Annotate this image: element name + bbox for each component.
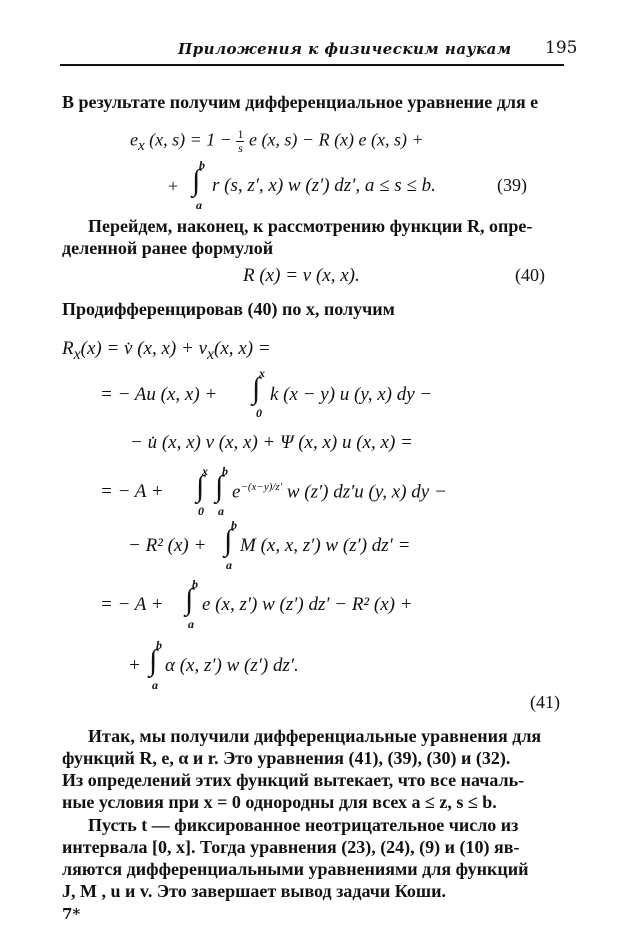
eq41-l4-lower-1: 0 — [198, 504, 204, 518]
eq41-l7-upper: b — [156, 638, 162, 652]
signature-mark: 7* — [62, 905, 81, 923]
eq41-line-5-body: M (x, x, z′) w (z′) dz′ = — [240, 535, 411, 556]
eq39-plus: + — [168, 176, 179, 196]
eq41-line-7-pre: + — [128, 655, 141, 676]
eq41-l4-upper-1: x — [202, 464, 208, 478]
eq41-line-2-pre: = − Au (x, x) + — [100, 384, 218, 405]
intro-text: В результате получим дифференциальное уравнение для e — [62, 92, 539, 112]
running-title: Приложения к физическим наукам — [178, 40, 512, 58]
eq41-line-2-body: k (x − y) u (y, x) dy − — [270, 384, 433, 405]
eq41-line-4-pre: = − A + — [100, 481, 164, 502]
eq41-l4-exponent: −(x−y)/z′ — [240, 481, 283, 493]
eq41-l1-sub: x — [73, 345, 81, 363]
integral-sign: ∫ — [252, 372, 261, 405]
eq41-l1-R: R — [62, 338, 74, 359]
eq41-l4-upper-2: b — [222, 464, 228, 478]
para-5-line-4: J, M , u и v. Это завершает вывод задачи Коши. — [62, 881, 446, 901]
para-4-line-1: Итак, мы получили дифференциальные уравнения для — [88, 726, 542, 746]
eq41-l5-upper: b — [231, 518, 237, 532]
eq39-number: (39) — [497, 175, 527, 195]
para-2-line-2: деленной ранее формулой — [62, 238, 274, 258]
para-4-line-3: Из определений этих функций вытекает, что все началь- — [62, 770, 525, 790]
eq41-l6-lower: a — [188, 617, 194, 631]
eq39-upper-limit: b — [199, 158, 205, 172]
eq39-args: (x, s) = 1 − — [149, 129, 232, 150]
eq41-line-7-body: α (x, z′) w (z′) dz′. — [165, 655, 299, 676]
integral-sign: ∫ — [149, 644, 158, 677]
integral-sign: ∫ — [224, 524, 233, 557]
eq39-frac-den: s — [238, 141, 243, 155]
eq41-number: (41) — [530, 692, 560, 712]
eq39-rest: e (x, s) − R (x) e (x, s) + — [248, 129, 424, 150]
eq41-line-6-pre: = − A + — [100, 594, 164, 615]
eq41-l1-rest2: (x, x) = — [214, 338, 271, 359]
eq41-line-5-pre: − R² (x) + — [128, 535, 207, 556]
eq41-line-1 — [62, 338, 271, 364]
integral-sign: ∫ — [215, 470, 224, 503]
eq41-l2-lower: 0 — [256, 406, 262, 420]
eq39-integrand: r (s, z′, x) w (z′) dz′, a ≤ s ≤ b. — [212, 175, 436, 196]
eq39-lhs: e — [130, 129, 138, 150]
eq41-line-6-body: e (x, z′) w (z′) dz′ − R² (x) + — [202, 594, 413, 615]
equation-40: R (x) = v (x, x). — [243, 265, 360, 286]
integral-sign: ∫ — [192, 164, 201, 197]
eq41-l5-lower: a — [226, 558, 232, 572]
para-5-line-2: интервала [0, x]. Тогда уравнения (23), (24), (9) и (10) яв- — [62, 837, 520, 857]
eq41-l2-upper: x — [259, 366, 265, 380]
eq40-number: (40) — [515, 265, 545, 285]
eq39-lhs-sub: x — [138, 138, 145, 155]
para-5-line-3: ляются дифференциальными уравнениями для функций — [62, 859, 529, 879]
intro-3-text: Продифференцировав (40) по x, получим — [62, 299, 395, 319]
page-number: 195 — [545, 38, 578, 58]
header-rule — [60, 64, 564, 66]
para-5-line-1: Пусть t — фиксированное неотрицательное число из — [88, 815, 519, 835]
eq41-l4-rest: w (z′) dz′u (y, x) dy − — [286, 481, 447, 503]
para-4-line-4: ные условия при x = 0 однородны для всех a ≤ z, s ≤ b. — [62, 792, 497, 812]
eq41-l1-rest: (x) = v̇ (x, x) + v — [80, 338, 208, 359]
equation-39-line-1 — [130, 128, 424, 155]
eq41-l1-sub2: x — [207, 345, 215, 363]
eq39-fraction — [236, 128, 244, 155]
eq41-l6-upper: b — [192, 577, 198, 591]
eq39-lower-limit: a — [196, 198, 202, 212]
eq41-l4-e: e — [232, 481, 241, 503]
integral-sign: ∫ — [196, 470, 205, 503]
para-2-line-1: Перейдем, наконец, к рассмотрению функции R, опре- — [88, 216, 533, 236]
para-4-line-2: функций R, e, α и r. Это уравнения (41), (39), (30) и (32). — [62, 748, 511, 768]
eq41-line-4-body — [232, 481, 447, 503]
eq41-line-3: − u̇ (x, x) v (x, x) + Ψ (x, x) u (x, x) = — [130, 432, 413, 453]
eq41-l7-lower: a — [152, 678, 158, 692]
eq41-l4-lower-2: a — [218, 504, 224, 518]
eq39-frac-num: 1 — [237, 127, 244, 141]
integral-sign: ∫ — [185, 583, 194, 616]
